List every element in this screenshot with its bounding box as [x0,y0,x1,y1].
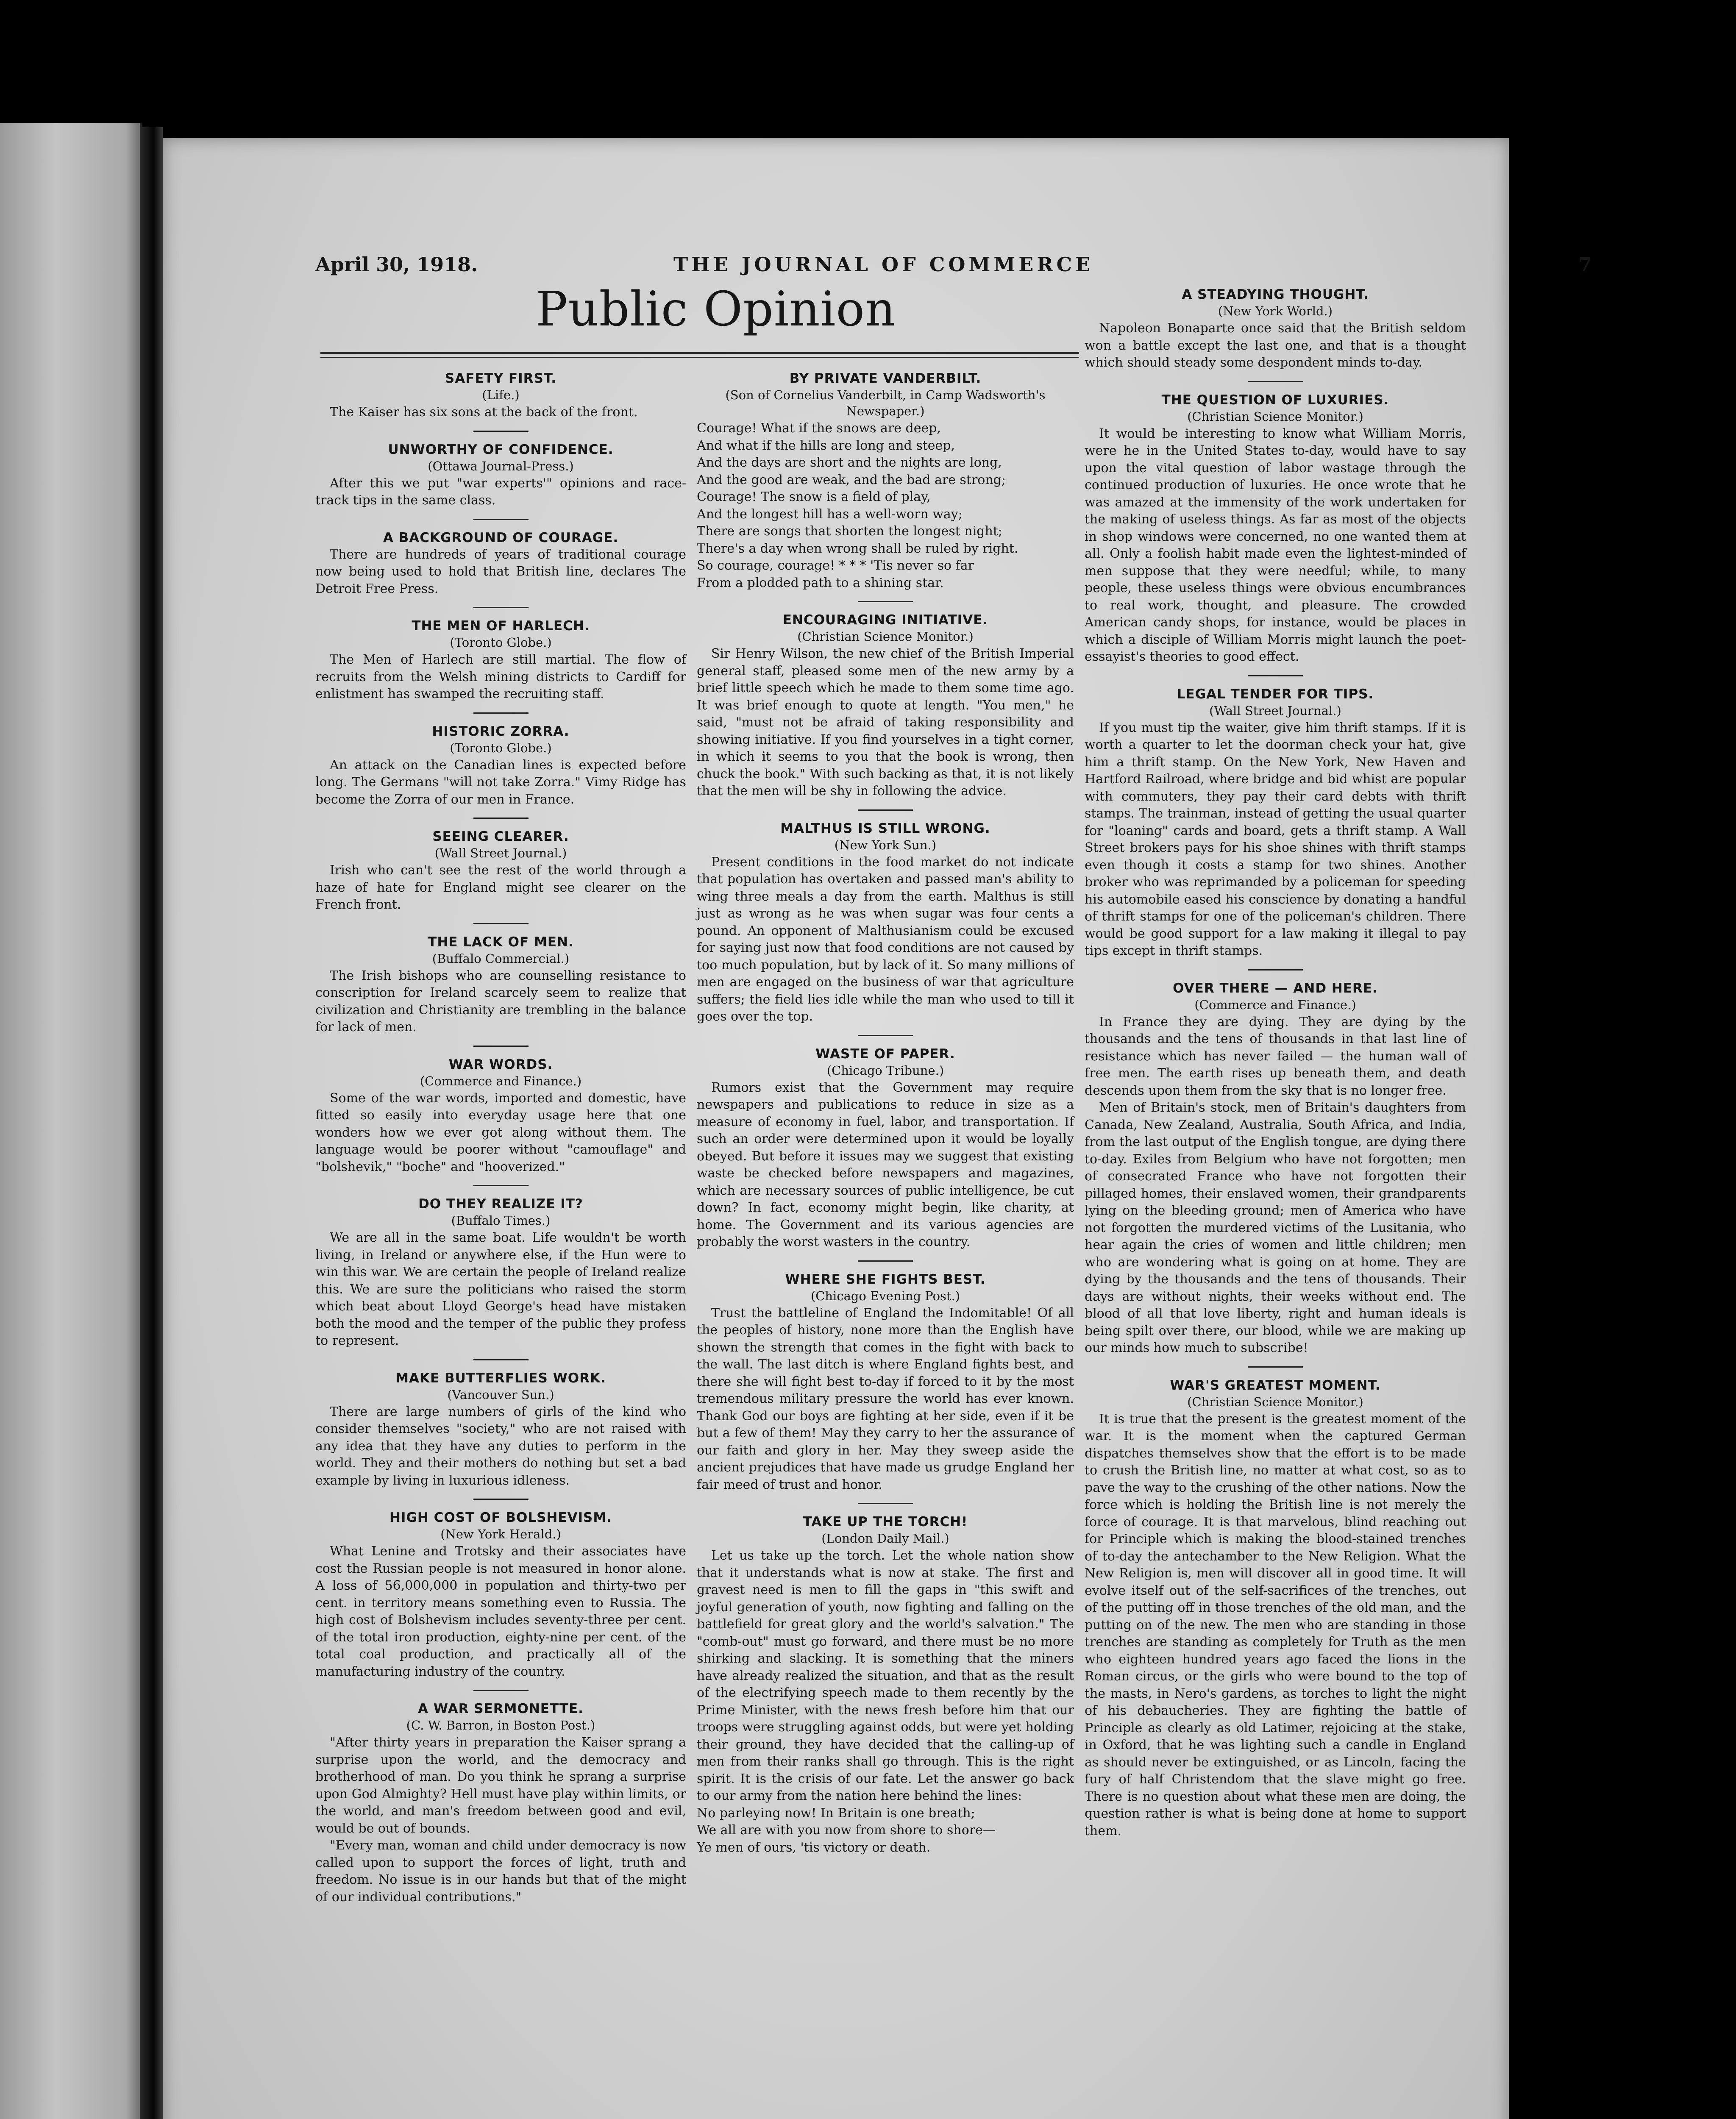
verse-line: Courage! What if the snows are deep, [697,421,941,436]
article-separator [1248,1366,1303,1368]
article-headline: MAKE BUTTERFLIES WORK. [395,1370,606,1386]
article [315,529,686,598]
article-paragraph: It is true that the present is the greatest moment of the war. It is the moment when the captured German dispatches themselves show that the effort is to be made to crush the British line, no matter at what cost, so as to pave the way to the crushing of the other nations. Now the force which is holding the British line is not merely the force of courage. It is that marvelous, blind reaching out for Principle which is making the blood-stained trenches of to-day the antechamber to the New Religion. What the New Religion is, men will discover all in good time. It will evolve itself out of the self-sacrifices of the trenches, out of the putting off in those trenches of the old man, and the putting on of the new. The men who are standing in those trenches are standing as completely for Truth as the men who eighteen hundred years ago faced the lions in the Roman circus, or the girls who were bound to the top of the masts, in Nero's gardens, as torches to light the night of his debaucheries. They are fighting the battle of Principle as clearly as old Latimer, rejoicing at the stake, in Oxford, that he was lighting such a candle in England as should never be extinguished, or as Lincoln, facing the fury of half Christendom that the slave might go free. There is no question about what these men are doing, the question rather is what is being done at home to support them. [1085,1411,1466,1838]
article-source: (C. W. Barron, in Boston Post.) [406,1718,595,1732]
masthead [315,249,1592,287]
article-headline: DO THEY REALIZE IT? [418,1196,583,1212]
article-headline: UNWORTHY OF CONFIDENCE. [388,442,614,457]
article-source: (Commerce and Finance.) [420,1073,582,1088]
article-paragraph: Let us take up the torch. Let the whole nation show that it understands what is now at stake. The first and gravest need is men to fill the gaps in "this swift and joyful generation of youth, now fighting and falling on the battlefield for great glory and the world's salvation." The "comb-out" must go forward, and there must be no more shirking and slacking. It is something that the miners have already realized the situation, and that as the result of the electrifying speech made to them recently by the Prime Minister, with the news fresh before him that our troops were struggling against odds, but were yet holding their ground, they have decided that the calling-up of men from their ranks shall go through. This is the right spirit. It is the crisis of our fate. Let the answer go back to our army from the nation here behind the lines: [697,1548,1074,1803]
article-paragraph: In France they are dying. They are dying by the thousands and the tens of thousands in that last line of resistance which has never failed — the human wall of free men. The earth rises up beneath them, and death descends upon them from the sky that is no longer free. [1085,1014,1466,1098]
article-headline: A BACKGROUND OF COURAGE. [383,530,619,545]
article-headline: TAKE UP THE TORCH! [803,1514,968,1529]
verse-line: And the longest hill has a well-worn way; [697,506,963,522]
article-source: (New York World.) [1218,304,1333,318]
article-separator [473,607,529,608]
article-headline: WASTE OF PAPER. [815,1046,955,1062]
article-source: (Toronto Globe.) [450,740,552,755]
article-headline: A WAR SERMONETTE. [418,1701,584,1716]
book-gutter [140,127,163,2119]
article-separator [473,1359,529,1360]
article-source: (New York Herald.) [440,1527,561,1541]
article [315,1509,686,1680]
article-paragraph: We are all in the same boat. Life wouldn't be worth living, in Ireland or anywhere else, if the Hun were to win this war. We are certain the people of Ireland realize this. We are sure the politicians who raised the storm which beat about Lloyd George's head have mistaken both the mood and the temper of the public they profess to represent. [315,1230,686,1348]
article-paragraph: Present conditions in the food market do not indicate that population has overtaken and passed man's ability to wing three meals a day from the earth. Malthus is still just as wrong as he was when sugar was four cents a pound. An opponent of Malthusianism could be excused for saying just now that food conditions are not caused by too much population, but by lack of it. So many millions of men are engaged on the business of war that agriculture suffers; the field lies idle while the man who used to till it goes over the top. [697,854,1074,1024]
article-source: (Ottawa Journal-Press.) [428,459,574,473]
issue-date: April 30, 1918. [315,253,478,276]
article-source: (Son of Cornelius Vanderbilt, in Camp Wadsworth's Newspaper.) [725,388,1046,418]
article-separator [473,519,529,520]
article [697,1513,1074,1856]
article [315,617,686,703]
article [315,723,686,809]
verse-line: And the good are weak, and the bad are strong; [697,472,1006,487]
article-separator [473,1185,529,1186]
article-source: (Christian Science Monitor.) [1187,1394,1363,1409]
article-source: (Christian Science Monitor.) [1187,409,1363,424]
article [315,1700,686,1906]
article [1085,686,1466,960]
verse-line: There are songs that shorten the longest night; [697,524,1002,539]
column-1 [315,370,686,1915]
verse-line: And what if the hills are long and steep, [697,438,955,453]
article-separator [858,1503,913,1504]
article-paragraph: It would be interesting to know what William Morris, were he in the United States to-day, would have to say upon the vital question of labor wastage through the continued production of luxuries. He once wrote that he was amazed at the immensity of the work undertaken for the making of useless things. As far as most of the objects in shop windows were concerned, no one wanted them at all. Only a foolish habit made even the lightest-minded of men suppose that they were needful; while, to many people, these useless things were obvious encumbrances to real work, thought, and pleasure. The crowded American candy shops, for instance, would be places in which a disciple of William Morris might launch the poet-essayist's theories to good effect. [1085,426,1466,664]
article-paragraph: Men of Britain's stock, men of Britain's daughters from Canada, New Zealand, Australia, South Africa, and India, from the last output of the English tongue, are dying there to-day. Exiles from Belgium who have not forgotten; men of consecrated France who have not forgotten their pillaged homes, their enslaved women, their grandparents lying on the bleeding ground; men of America who have not forgotten the murdered victims of the Lusitania, who hear again the cries of women and little children; men who are wondering what is going on at home. They are dying by the thousands and the tens of thousands. Their days are without nights, their weeks without end. The blood of all that love liberty, right and human ideals is being spilt over there, our blood, while we are making up our minds how much to subscribe! [1085,1100,1466,1355]
verse-line: So courage, courage! * * * 'Tis never so far [697,558,974,573]
article [697,820,1074,1026]
newspaper-page [163,138,1592,2119]
page-number: 7 [1578,253,1592,276]
article [315,1056,686,1176]
article-source: (Chicago Tribune.) [826,1063,944,1078]
column-2 [697,370,1074,1866]
article-headline: BY PRIVATE VANDERBILT. [789,371,982,386]
article-headline: THE LACK OF MEN. [428,934,574,950]
article-paragraph: Trust the battleline of England the Indomitable! Of all the peoples of history, none more than the English have shown the strength that comes in the fight with back to the wall. The last ditch is where England fights best, and there she will fight best to-day if forced to it by the most tremendous military pressure the world has ever known. Thank God our boys are fighting at her side, even if it be but a few of them! May they carry to her the assurance of our faith and glory in her. May they sweep aside the ancient prejudices that have made us grudge England her fair meed of trust and honor. [697,1305,1074,1492]
article-separator [858,601,913,602]
article-separator [858,1035,913,1036]
article [1085,980,1466,1357]
article-headline: WAR'S GREATEST MOMENT. [1170,1377,1381,1393]
article-separator [858,1260,913,1262]
title-rule [320,352,1079,354]
article [1085,1377,1466,1840]
article [315,1196,686,1350]
article-paragraph: The Kaiser has six sons at the back of the front. [330,405,638,420]
article-headline: THE MEN OF HARLECH. [412,618,590,634]
article-source: (Wall Street Journal.) [434,846,567,860]
verse-line: Courage! The snow is a field of play, [697,489,931,504]
article-headline: HISTORIC ZORRA. [432,723,570,739]
article [697,612,1074,800]
article-paragraph: The Men of Harlech are still martial. The flow of recruits from the Welsh mining districts to Cardiff for enlistment has swamped the recruiting staff. [315,652,686,701]
column-3 [1085,286,1466,1849]
article-headline: LEGAL TENDER FOR TIPS. [1177,686,1374,702]
article-separator [473,712,529,714]
article-separator [858,809,913,811]
article [1085,392,1466,666]
article-paragraph: An attack on the Canadian lines is expected before long. The Germans "will not take Zorra." Vimy Ridge has become the Zorra of our men in France. [315,757,686,807]
article [315,1370,686,1490]
article-headline: HIGH COST OF BOLSHEVISM. [389,1510,612,1525]
article-separator [1248,675,1303,676]
adjacent-page-edge [0,123,142,2119]
verse-line: And the days are short and the nights are long, [697,455,1002,470]
article-headline: THE QUESTION OF LUXURIES. [1161,392,1389,408]
verse-line: There's a day when wrong shall be ruled by right. [697,541,1018,556]
article-source: (Commerce and Finance.) [1194,997,1356,1012]
article-source: (Buffalo Commercial.) [432,951,570,966]
article-paragraph: What Lenine and Trotsky and their associates have cost the Russian people is not measured in honor alone. A loss of 56,000,000 in population and thirty-two per cent. in territory means something even to Russia. The high cost of Bolshevism includes seventy-three per cent. of the total iron production, eighty-nine per cent. of the total coal production, and practically all of the manufacturing industry of the country. [315,1544,686,1679]
verse-line: No parleying now! In Britain is one breath; [697,1805,975,1821]
article [1085,286,1466,372]
journal-name: THE JOURNAL OF COMMERCE [673,253,1094,276]
article-headline: OVER THERE — AND HERE. [1173,980,1378,996]
article-headline: A STEADYING THOUGHT. [1182,287,1369,302]
article-paragraph: Sir Henry Wilson, the new chief of the British Imperial general staff, pleased some men of the new army by a brief little speech which he made to them some time ago. It was brief enough to quote at length. "You men," he said, "must not be afraid of taking responsibility and showing initiative. If you find yourselves in a tight corner, in which it seems to you that the book is wrong, then chuck the book." With such backing as that, it is not likely that the men will be shy in following the advice. [697,646,1074,798]
article-source: (Life.) [482,388,520,402]
article-headline: WAR WORDS. [448,1057,553,1072]
article-paragraph: "Every man, woman and child under democracy is now called upon to support the forces of light, truth and freedom. No issue is in our hands but that of the might of our individual contributions." [315,1838,686,1905]
article-paragraph: There are large numbers of girls of the kind who consider themselves "society," who are not raised with any idea that they have any duties to perform in the world. They and their mothers do nothing but set a bad example by living in luxurious idleness. [315,1404,686,1488]
article-headline: ENCOURAGING INITIATIVE. [782,612,988,628]
article-paragraph: Irish who can't see the rest of the world through a haze of hate for England might see clearer on the French front. [315,863,686,912]
article [697,370,1074,592]
article-paragraph: "After thirty years in preparation the Kaiser sprang a surprise upon the world, and the democracy and brotherhood of man. Do you think he sprang a surprise upon God Almighty? Hell must have play within limits, or the world, and man's freedom between good and evil, would be out of bounds. [315,1735,686,1836]
article-source: (Chicago Evening Post.) [810,1288,960,1303]
article-paragraph: The Irish bishops who are counselling resistance to conscription for Ireland scarcely seem to realize that civilization and Christianity are trembling in the balance for lack of men. [315,968,686,1034]
verse-line: Ye men of ours, 'tis victory or death. [697,1840,931,1855]
article-source: (New York Sun.) [834,837,937,852]
article-separator [473,923,529,924]
article-separator [473,818,529,819]
article-paragraph: If you must tip the waiter, give him thrift stamps. If it is worth a quarter to let the doorman check your hat, give him a thrift stamp. On the New York, New Haven and Hartford Railroad, where bridge and bid whist are popular with commuters, they pay their card debts with thrift stamps. The trainman, instead of getting the usual quarter for "loaning" cards and board, gets a thrift stamp. A Wall Street brokers pays for his shoe shines with thrift stamps even though it costs a stamp for two shines. Another broker who was reprimanded by a policeman for speeding his automobile eased his conscience by donating a handful of thrift stamps for one of the policeman's children. There would be good support for a law making it illegal to pay tips except in thrift stamps. [1085,720,1466,958]
article-paragraph: Rumors exist that the Government may require newspapers and publications to reduce in size as a measure of economy in fuel, labor, and transportation. If such an order were determined upon it would be loyally obeyed. But before it issues may we suggest that existing waste be checked before newspapers and magazines, which are necessary sources of public intelligence, be cut down? In fact, economy might begin, like charity, at home. The Government and its various agencies are probably the worst wasters in the country. [697,1080,1074,1249]
article [315,934,686,1036]
article-source: (Wall Street Journal.) [1209,703,1341,718]
article [315,370,686,421]
article-paragraph: After this we put "war experts'" opinions and race-track tips in the same class. [315,476,686,508]
article-separator [473,1690,529,1691]
article-headline: SAFETY FIRST. [445,371,557,386]
article-source: (Toronto Globe.) [450,635,552,650]
verse-line: From a plodded path to a shining star. [697,575,944,590]
article-paragraph: Some of the war words, imported and domestic, have fitted so easily into everyday usage here that one wonders how we ever got along without them. The language would be poorer without "camouflage" and "bolshevik," "boche" and "hooverized." [315,1090,686,1174]
article-separator [473,1499,529,1500]
article [315,441,686,509]
article-source: (Buffalo Times.) [451,1213,551,1228]
article-separator [473,1046,529,1047]
article-headline: WHERE SHE FIGHTS BEST. [785,1271,986,1287]
article [697,1046,1074,1251]
title-rule-thin [320,357,1079,358]
verse-line: We all are with you now from shore to shore— [697,1823,996,1838]
article-headline: SEEING CLEARER. [432,829,569,844]
article-source: (Vancouver Sun.) [447,1387,554,1402]
article-separator [473,431,529,432]
article [315,828,686,914]
article-source: (London Daily Mail.) [821,1531,949,1546]
article-separator [1248,969,1303,971]
article-separator [1248,381,1303,382]
section-title: Public Opinion [536,282,896,337]
article-source: (Christian Science Monitor.) [797,629,974,644]
article-paragraph: There are hundreds of years of traditional courage now being used to hold that British line, declares The Detroit Free Press. [315,547,686,596]
article [697,1271,1074,1494]
article-paragraph: Napoleon Bonaparte once said that the British seldom won a battle except the last one, and that is a thought which should steady some despondent minds to-day. [1085,321,1466,370]
article-headline: MALTHUS IS STILL WRONG. [780,820,990,836]
